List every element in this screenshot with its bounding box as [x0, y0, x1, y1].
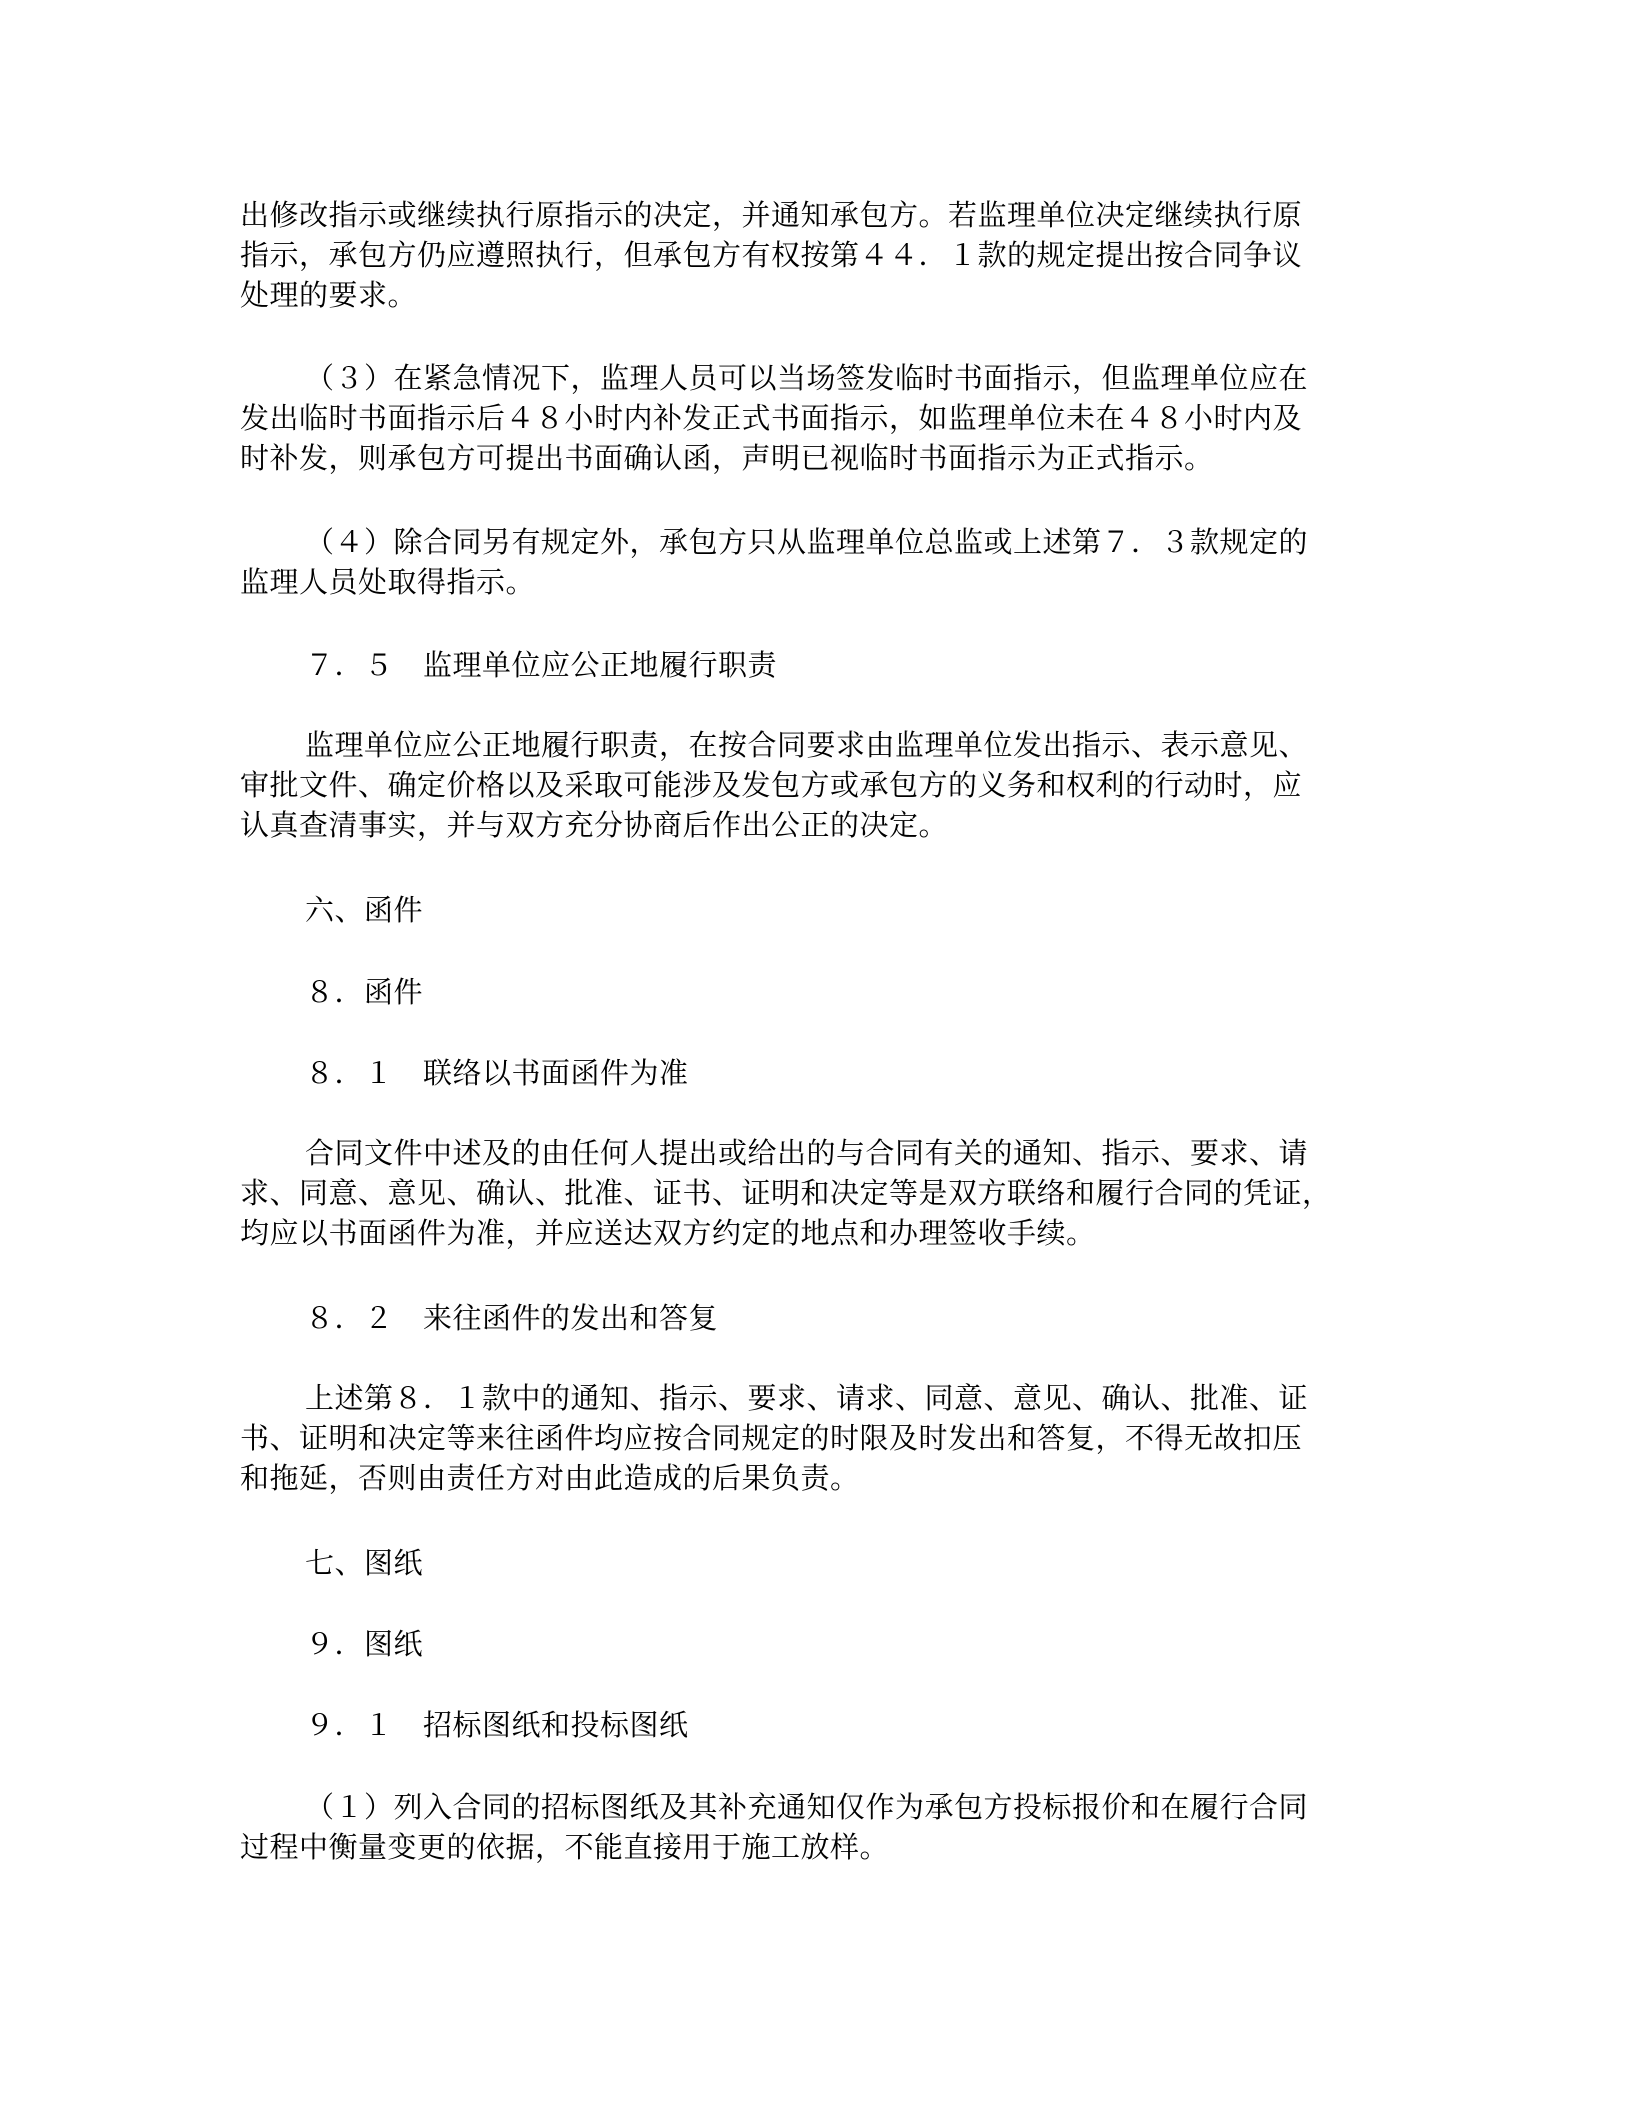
heading-text: ９．１ 招标图纸和投标图纸: [305, 1708, 689, 1742]
text-line: 过程中衡量变更的依据，不能直接用于施工放样。: [240, 1830, 890, 1864]
text-line: （３）在紧急情况下，监理人员可以当场签发临时书面指示，但监理单位应在: [305, 361, 1309, 395]
paragraph-8-1-body: [240, 1133, 1400, 1253]
text-line: （１）列入合同的招标图纸及其补充通知仅作为承包方投标报价和在履行合同: [305, 1790, 1309, 1824]
text-line: （４）除合同另有规定外，承包方只从监理单位总监或上述第７．３款规定的: [305, 525, 1309, 559]
heading-text: ８．函件: [305, 975, 424, 1009]
paragraph-continuation: [240, 195, 1400, 315]
section-heading-8: [305, 972, 1465, 1012]
section-heading-8-2: [305, 1298, 1465, 1338]
text-line: 上述第８．１款中的通知、指示、要求、请求、同意、意见、确认、批准、证: [305, 1381, 1309, 1415]
heading-text: ８．１ 联络以书面函件为准: [305, 1056, 689, 1090]
heading-text: 六、函件: [305, 893, 424, 927]
chapter-heading-7: [305, 1543, 1465, 1583]
text-line: 时补发，则承包方可提出书面确认函，声明已视临时书面指示为正式指示。: [240, 441, 1214, 475]
text-line: 和拖延，否则由责任方对由此造成的后果负责。: [240, 1461, 860, 1495]
section-heading-9-1: [305, 1705, 1465, 1745]
text-line: 审批文件、确定价格以及采取可能涉及发包方或承包方的义务和权利的行动时，应: [240, 768, 1303, 802]
heading-text: 七、图纸: [305, 1546, 424, 1580]
text-line: 均应以书面函件为准，并应送达双方约定的地点和办理签收手续。: [240, 1216, 1096, 1250]
text-line: 指示，承包方仍应遵照执行，但承包方有权按第４４．１款的规定提出按合同争议: [240, 238, 1303, 272]
section-heading-8-1: [305, 1053, 1465, 1093]
text-line: 监理人员处取得指示。: [240, 565, 536, 599]
heading-text: ７．５ 监理单位应公正地履行职责: [305, 648, 778, 682]
paragraph-7-5-body: [240, 725, 1400, 845]
paragraph-clause-3: [240, 358, 1400, 478]
text-line: 书、证明和决定等来往函件均应按合同规定的时限及时发出和答复，不得无故扣压: [240, 1421, 1303, 1455]
heading-text: ９．图纸: [305, 1627, 424, 1661]
paragraph-clause-4: [240, 522, 1400, 602]
chapter-heading-6: [305, 890, 1465, 930]
heading-text: ８．２ 来往函件的发出和答复: [305, 1301, 719, 1335]
text-line: 监理单位应公正地履行职责，在按合同要求由监理单位发出指示、表示意见、: [305, 728, 1309, 762]
section-heading-7-5: [305, 645, 1465, 685]
text-line: 合同文件中述及的由任何人提出或给出的与合同有关的通知、指示、要求、请: [305, 1136, 1309, 1170]
text-line: 出修改指示或继续执行原指示的决定，并通知承包方。若监理单位决定继续执行原: [240, 198, 1303, 232]
text-line: 认真查清事实，并与双方充分协商后作出公正的决定。: [240, 808, 949, 842]
text-line: 求、同意、意见、确认、批准、证书、证明和决定等是双方联络和履行合同的凭证，: [240, 1176, 1332, 1210]
text-line: 处理的要求。: [240, 278, 418, 312]
paragraph-8-2-body: [240, 1378, 1400, 1498]
text-line: 发出临时书面指示后４８小时内补发正式书面指示，如监理单位未在４８小时内及: [240, 401, 1303, 435]
paragraph-9-1-clause-1: [240, 1787, 1400, 1867]
section-heading-9: [305, 1624, 1465, 1664]
